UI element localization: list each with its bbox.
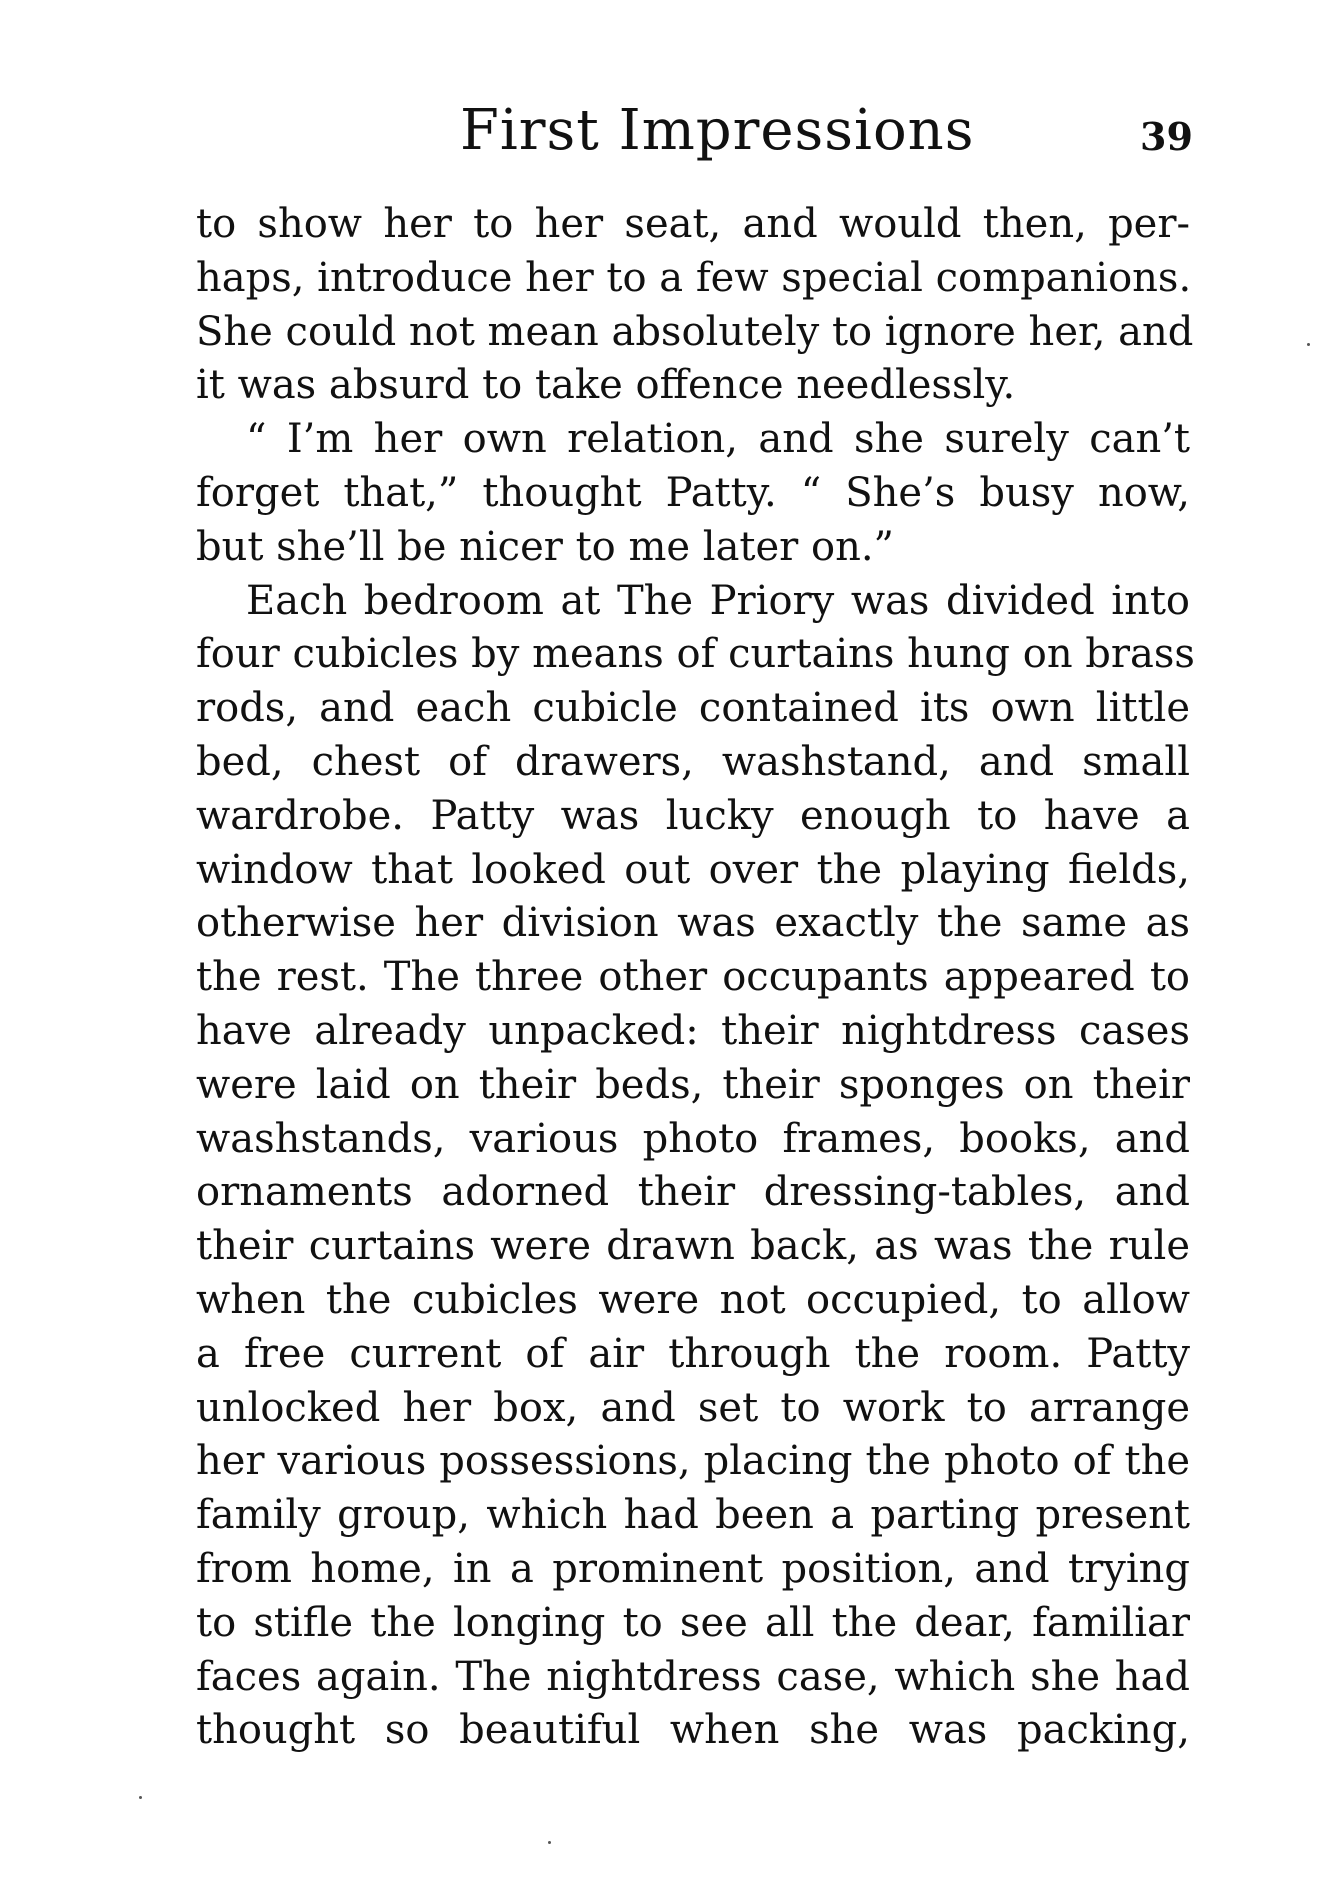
text-line: “ I’m her own relation, and she surely can’t xyxy=(246,416,1190,463)
running-head xyxy=(0,96,1324,166)
text-line: a free current of air through the room. Patty xyxy=(196,1330,1190,1377)
text-line: bed, chest of drawers, washstand, and small xyxy=(196,738,1190,785)
text-line: unlocked her box, and set to work to arrange xyxy=(196,1384,1190,1431)
page-number: 39 xyxy=(1140,114,1193,159)
text-line: were laid on their beds, their sponges on their xyxy=(196,1061,1190,1108)
text-line: but she’ll be nicer to me later on.” xyxy=(196,523,895,570)
running-title: First Impressions xyxy=(460,98,975,163)
paper-speck xyxy=(1307,343,1310,346)
text-line: to stifle the longing to see all the dear, familiar xyxy=(196,1599,1190,1646)
text-line: thought so beautiful when she was packing, xyxy=(196,1707,1190,1754)
text-line: four cubicles by means of curtains hung on brass xyxy=(196,631,1195,678)
text-line: family group, which had been a parting present xyxy=(196,1492,1190,1539)
text-line: wardrobe. Patty was lucky enough to have a xyxy=(196,792,1190,839)
paper-speck xyxy=(139,1796,142,1799)
text-line: her various possessions, placing the photo of the xyxy=(196,1438,1190,1485)
text-line: from home, in a prominent position, and trying xyxy=(196,1545,1190,1592)
text-line: otherwise her division was exactly the same as xyxy=(196,900,1190,947)
text-line: Each bedroom at The Priory was divided into xyxy=(246,577,1190,624)
text-line: window that looked out over the playing fields, xyxy=(196,846,1190,893)
text-line: washstands, various photo frames, books, and xyxy=(196,1115,1190,1162)
text-line: when the cubicles were not occupied, to allow xyxy=(196,1276,1190,1323)
text-line: it was absurd to take offence needlessly. xyxy=(196,362,1016,409)
text-line: have already unpacked: their nightdress cases xyxy=(196,1007,1190,1054)
text-line: faces again. The nightdress case, which she had xyxy=(196,1653,1190,1700)
body-text xyxy=(196,198,1195,1758)
text-line: their curtains were drawn back, as was the rule xyxy=(196,1223,1190,1270)
text-line: ornaments adorned their dressing-tables, and xyxy=(196,1169,1190,1216)
text-line: the rest. The three other occupants appeared to xyxy=(196,954,1190,1001)
text-line: haps, introduce her to a few special companions. xyxy=(196,254,1192,301)
paper-speck xyxy=(548,1841,551,1844)
text-line: She could not mean absolutely to ignore her, and xyxy=(196,308,1194,355)
text-line: rods, and each cubicle contained its own little xyxy=(196,685,1190,732)
text-line: to show her to her seat, and would then, per- xyxy=(196,201,1190,247)
text-line: forget that,” thought Patty. “ She’s busy now, xyxy=(196,469,1190,516)
